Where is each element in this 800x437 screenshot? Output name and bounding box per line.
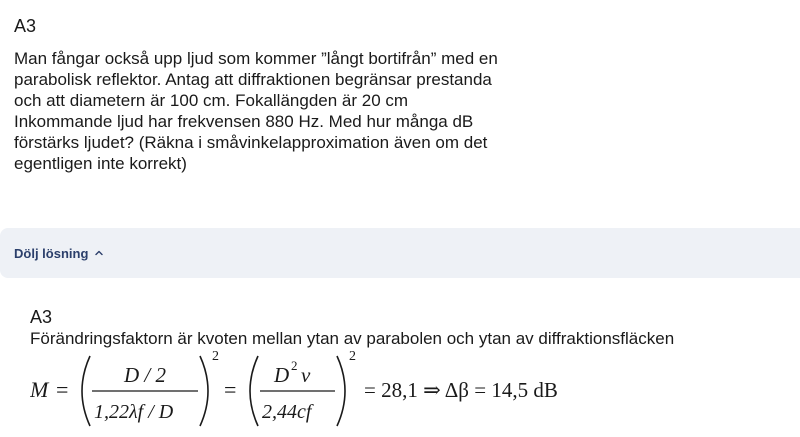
exponent: 2	[349, 350, 356, 364]
chevron-up-icon[interactable]	[94, 248, 104, 258]
formula-result: = 28,1 ⇒ Δβ = 14,5 dB	[364, 378, 558, 402]
solution-text: Förändringsfaktorn är kvoten mellan ytan av parabolen och ytan av diffraktionsfläcken	[30, 329, 675, 348]
frac2-numerator-nu: ν	[301, 363, 311, 387]
question-block	[14, 14, 794, 174]
frac2-numerator-exponent: 2	[291, 358, 298, 373]
left-paren	[250, 356, 258, 426]
question-line: parabolisk reflektor. Antag att diffraktionen begränsar prestanda	[14, 70, 492, 89]
right-paren	[337, 356, 345, 426]
frac2-denominator: 2,44cf	[262, 401, 312, 423]
solution-formula	[30, 350, 610, 432]
hide-solution-label[interactable]: Dölj lösning	[14, 245, 89, 261]
frac1-numerator: D / 2	[124, 363, 166, 387]
left-paren	[82, 356, 90, 426]
question-line: Inkommande ljud har frekvensen 880 Hz. Med hur många dB	[14, 112, 474, 131]
frac1-denominator: 1,22λf / D	[94, 401, 174, 423]
question-line: förstärks ljudet? (Räkna i småvinkelapproximation även om det	[14, 133, 488, 152]
formula-equals: =	[56, 377, 69, 402]
formula-lhs: M	[30, 377, 49, 402]
formula-equals: =	[224, 377, 237, 402]
question-line: Man fångar också upp ljud som kommer ”långt bortifrån” med en	[14, 49, 498, 68]
exponent: 2	[212, 350, 219, 364]
question-title: A3	[14, 16, 37, 36]
hide-solution-toggle[interactable]	[0, 228, 800, 278]
solution-block	[30, 306, 800, 350]
solution-title: A3	[30, 307, 53, 327]
question-text	[14, 48, 794, 174]
right-paren	[200, 356, 208, 426]
formula-svg	[30, 350, 610, 432]
frac2-numerator: D	[274, 363, 290, 387]
question-line: egentligen inte korrekt)	[14, 154, 187, 173]
question-line: och att diametern är 100 cm. Fokallängden är 20 cm	[14, 91, 409, 110]
